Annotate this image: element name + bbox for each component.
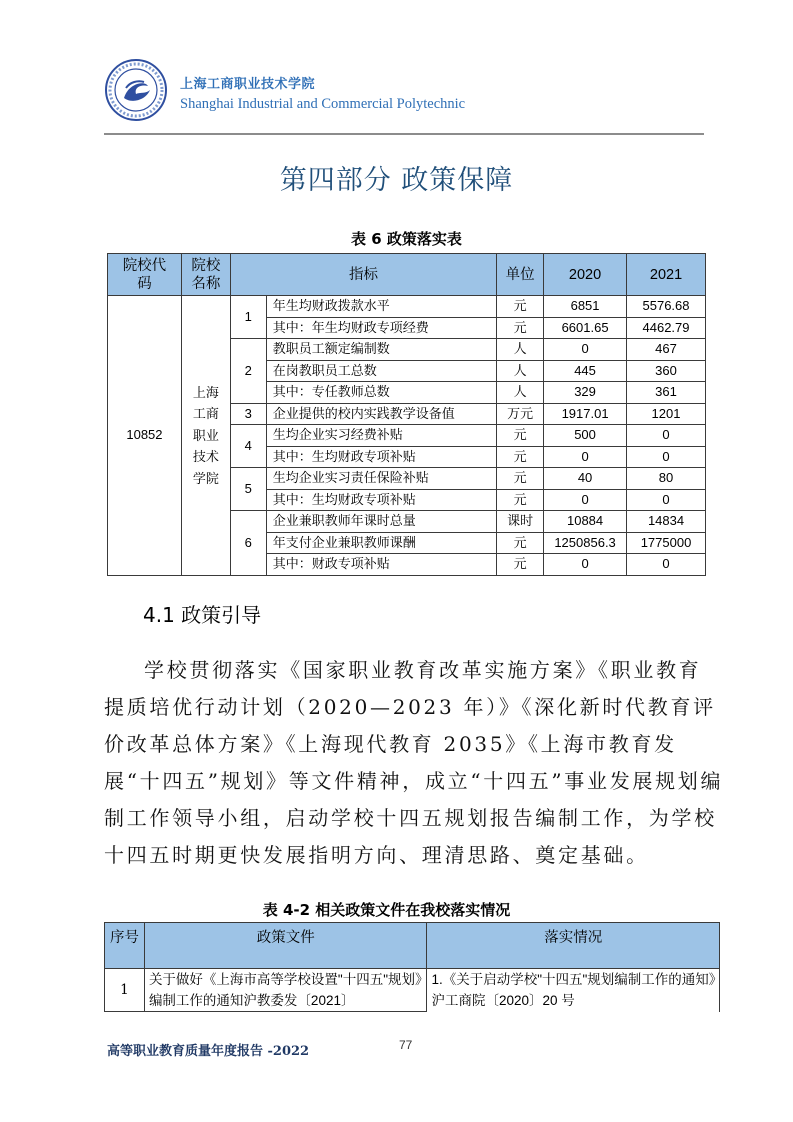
section-heading: 4.1 政策引导 — [143, 603, 262, 627]
header-unit: 单位 — [497, 254, 544, 296]
table6-caption: 表 6 政策落实表 — [351, 230, 462, 248]
school-name-line: 职业 — [192, 427, 219, 443]
indicator-cell: 在岗教职员工总数 — [266, 360, 496, 382]
unit-cell: 元 — [497, 489, 544, 511]
school-name-en: Shanghai Industrial and Commercial Polytechnic — [180, 96, 466, 112]
table42-header-row — [105, 923, 720, 969]
school-name-line: 上海 — [192, 384, 219, 400]
school-name-line: 技术 — [192, 449, 219, 464]
value-2020-cell: 329 — [544, 382, 627, 404]
group-number: 4 — [230, 425, 266, 468]
indicator-cell: 企业兼职教师年课时总量 — [266, 511, 496, 533]
unit-cell: 课时 — [497, 511, 544, 533]
group-number: 3 — [230, 403, 266, 425]
indicator-cell: 其中：财政专项补贴 — [266, 554, 496, 576]
policy-implementation-table — [107, 253, 706, 576]
footer-report-title: 高等职业教育质量年度报告 -2022 — [107, 1044, 310, 1059]
indicator-cell: 其中：专任教师总数 — [266, 382, 496, 404]
value-2021-cell: 4462.79 — [627, 317, 706, 339]
header-divider — [104, 133, 704, 135]
indicator-cell: 教职员工额定编制数 — [266, 339, 496, 361]
indicator-cell: 年生均财政拨款水平 — [266, 296, 496, 318]
value-2021-cell: 0 — [627, 446, 706, 468]
indicator-cell: 企业提供的校内实践教学设备值 — [266, 403, 496, 425]
group-number: 2 — [230, 339, 266, 404]
value-2021-cell: 14834 — [627, 511, 706, 533]
page-title: 第四部分 政策保障 — [279, 165, 514, 196]
value-2021-cell: 0 — [627, 554, 706, 576]
indicator-cell: 生均企业实习经费补贴 — [266, 425, 496, 447]
header-document: 政策文件 — [144, 923, 427, 969]
value-2021-cell: 1775000 — [627, 532, 706, 554]
page-number: 77 — [399, 1038, 413, 1052]
value-2020-cell: 1250856.3 — [544, 532, 627, 554]
school-emblem-icon — [104, 58, 168, 122]
value-2020-cell: 6601.65 — [544, 317, 627, 339]
value-2020-cell: 445 — [544, 360, 627, 382]
group-number: 6 — [230, 511, 266, 576]
unit-cell: 万元 — [497, 403, 544, 425]
unit-cell: 元 — [497, 296, 544, 318]
unit-cell: 人 — [497, 339, 544, 361]
indicator-cell: 生均企业实习责任保险补贴 — [266, 468, 496, 490]
school-name-cell — [181, 296, 230, 576]
value-2021-cell: 0 — [627, 489, 706, 511]
value-2021-cell: 360 — [627, 360, 706, 382]
unit-cell: 元 — [497, 317, 544, 339]
unit-cell: 人 — [497, 360, 544, 382]
unit-cell: 元 — [497, 554, 544, 576]
value-2020-cell: 0 — [544, 339, 627, 361]
value-2021-cell: 0 — [627, 425, 706, 447]
section-body — [104, 652, 724, 874]
value-2021-cell: 5576.68 — [627, 296, 706, 318]
row-implementation: 1.《关于启动学校"十四五"规划编制工作的通知》沪工商院〔2020〕20 号 — [427, 969, 720, 1012]
row-document: 关于做好《上海市高等学校设置"十四五"规划》编制工作的通知沪教委发〔2021〕 — [144, 969, 427, 1012]
header-indicator: 指标 — [230, 254, 496, 296]
group-number: 5 — [230, 468, 266, 511]
value-2021-cell: 361 — [627, 382, 706, 404]
policy-documents-table — [104, 922, 720, 1012]
header-implementation: 落实情况 — [427, 923, 720, 969]
table-row — [108, 296, 706, 318]
unit-cell: 元 — [497, 446, 544, 468]
school-name-line: 工商 — [192, 406, 219, 421]
table6-header-row — [108, 254, 706, 296]
unit-cell: 元 — [497, 468, 544, 490]
value-2020-cell: 40 — [544, 468, 627, 490]
value-2020-cell: 0 — [544, 489, 627, 511]
indicator-cell: 其中：生均财政专项补贴 — [266, 489, 496, 511]
school-name-cn: 上海工商职业技术学院 — [180, 77, 316, 92]
table42-caption: 表 4-2 相关政策文件在我校落实情况 — [262, 901, 511, 919]
row-no: 1 — [105, 969, 145, 1012]
value-2020-cell: 10884 — [544, 511, 627, 533]
value-2020-cell: 0 — [544, 554, 627, 576]
indicator-cell: 其中：年生均财政专项经费 — [266, 317, 496, 339]
value-2021-cell: 467 — [627, 339, 706, 361]
value-2020-cell: 6851 — [544, 296, 627, 318]
value-2020-cell: 0 — [544, 446, 627, 468]
group-number: 1 — [230, 296, 266, 339]
value-2021-cell: 1201 — [627, 403, 706, 425]
header-school-code: 院校代 码 — [108, 254, 182, 296]
section-paragraph: 学校贯彻落实《国家职业教育改革实施方案》《职业教育提质培优行动计划（2020—2023 年）》《深化新时代教育评价改革总体方案》《上海现代教育 2035》《上海市教育发展“十四五”规划》等文件精神，成立“十四五”事业发展规划编制工作领导小组，启动学校十四五规划报告编制工作，为学校十四五时期更快发展指明方向、理清思路、奠定基础。 — [104, 658, 724, 867]
table-row — [105, 969, 720, 1012]
indicator-cell: 其中：生均财政专项补贴 — [266, 446, 496, 468]
header-no: 序号 — [105, 923, 145, 969]
header-school-name: 院校 名称 — [181, 254, 230, 296]
unit-cell: 元 — [497, 532, 544, 554]
unit-cell: 元 — [497, 425, 544, 447]
indicator-cell: 年支付企业兼职教师课酬 — [266, 532, 496, 554]
value-2020-cell: 500 — [544, 425, 627, 447]
value-2020-cell: 1917.01 — [544, 403, 627, 425]
header-2020: 2020 — [544, 254, 627, 296]
value-2021-cell: 80 — [627, 468, 706, 490]
school-code-cell: 10852 — [108, 296, 182, 576]
header-2021: 2021 — [627, 254, 706, 296]
school-name-line: 学院 — [192, 470, 219, 486]
unit-cell: 人 — [497, 382, 544, 404]
